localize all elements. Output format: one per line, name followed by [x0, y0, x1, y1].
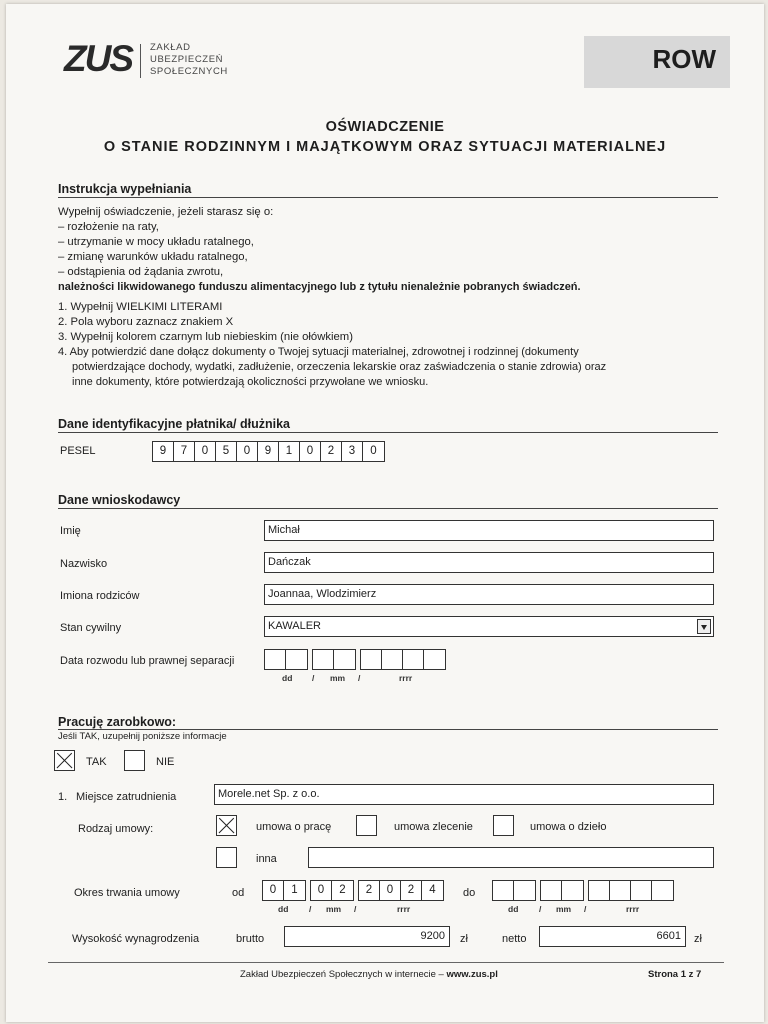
date-mm-caption: mm [556, 904, 572, 914]
divider [58, 432, 718, 433]
salary-label: Wysokość wynagrodzenia [72, 933, 200, 945]
pesel-digit: 0 [195, 442, 216, 461]
form-subtitle: O STANIE RODZINNYM I MAJĄTKOWYM ORAZ SYTUACJI MATERIALNEJ [103, 139, 667, 155]
contract-work-label: umowa o dzieło [530, 821, 607, 833]
instruction-bullet: – odstąpienia od żądania zwrotu, [58, 266, 224, 278]
contract-other-field[interactable] [308, 847, 714, 868]
employment-heading: Pracuję zarobkowo: [58, 715, 177, 729]
instruction-bullet: – utrzymanie w mocy układu ratalnego, [58, 236, 254, 248]
net-currency: zł [694, 933, 702, 945]
pesel-digit: 9 [258, 442, 279, 461]
date-separator: / [584, 904, 587, 914]
instruction-step: 3. Wypełnij kolorem czarnym lub niebieskim (nie ołówkiem) [58, 331, 353, 343]
employment-note: Jeśli TAK, uzupełnij poniższe informacje [58, 731, 227, 742]
instruction-step: 4. Aby potwierdzić dane dołącz dokumenty o Twojej sytuacji materialnej, zdrowotnej i rodzinnej (dokumenty [58, 346, 579, 358]
first-name-label: Imię [60, 525, 81, 537]
date-digit: 2 [359, 881, 380, 900]
employed-yes-checkbox[interactable] [54, 750, 75, 771]
employed-no-label: NIE [156, 756, 175, 768]
employed-no-checkbox[interactable] [124, 750, 145, 771]
date-separator: / [312, 673, 315, 683]
divider [58, 729, 718, 730]
date-digit: 2 [339, 884, 346, 896]
pesel-digit: 0 [237, 442, 258, 461]
date-digit: 2 [401, 881, 422, 900]
instructions-bold-line: należności likwidowanego funduszu alimentacyjnego lub z tytułu nienależnie pobranych świadczeń. [58, 281, 581, 293]
contract-mandate-checkbox[interactable] [356, 815, 377, 836]
chevron-down-icon[interactable] [697, 619, 711, 634]
pesel-digit: 0 [370, 445, 377, 457]
contract-work-checkbox[interactable] [493, 815, 514, 836]
contract-employment-label: umowa o pracę [256, 821, 332, 833]
date-yyyy-caption: rrrr [626, 904, 640, 914]
footer-text [240, 969, 498, 980]
pesel-digit: 0 [300, 442, 321, 461]
pesel-input[interactable] [152, 441, 385, 462]
form-code: ROW [652, 44, 716, 74]
divider [58, 197, 718, 198]
date-separator: / [358, 673, 361, 683]
pesel-digit: 5 [216, 442, 237, 461]
instruction-step-cont: potwierdzające dochody, wydatki, zadłużenie, orzeczenia lekarskie oraz zaświadczenia o stanie zdrowia) oraz [72, 361, 607, 373]
workplace-label: Miejsce zatrudnienia [76, 791, 177, 803]
date-digit: 1 [291, 884, 298, 896]
pesel-digit: 3 [342, 442, 363, 461]
org-name-line-3: SPOŁECZNYCH [150, 66, 228, 77]
footer-link[interactable]: www.zus.pl [446, 969, 498, 980]
instructions-heading: Instrukcja wypełniania [58, 182, 192, 196]
contract-other-checkbox[interactable] [216, 847, 237, 868]
contract-mandate-label: umowa zlecenie [394, 821, 473, 833]
last-name-field[interactable]: Dańczak [264, 552, 714, 573]
contract-type-label: Rodzaj umowy: [78, 823, 154, 835]
contract-other-label: inna [256, 853, 277, 865]
last-name-label: Nazwisko [60, 558, 108, 570]
applicant-heading: Dane wnioskodawcy [58, 493, 181, 507]
to-label: do [463, 887, 476, 899]
instruction-step: 2. Pola wyboru zaznacz znakiem X [58, 316, 234, 328]
marital-status-value: KAWALER [268, 620, 321, 632]
net-salary-field[interactable]: 6601 [539, 926, 686, 947]
divider [58, 508, 718, 509]
date-dd-caption: dd [508, 904, 519, 914]
page-number: Strona 1 z 7 [648, 969, 702, 980]
logo-divider [140, 44, 141, 78]
first-name-field[interactable]: Michał [264, 520, 714, 541]
org-name-line-1: ZAKŁAD [150, 42, 191, 53]
pesel-digit: 9 [153, 442, 174, 461]
pesel-digit: 7 [174, 442, 195, 461]
form-page [6, 4, 764, 1022]
parents-names-field[interactable]: Joannaa, Wlodzimierz [264, 584, 714, 605]
gross-salary-field[interactable]: 9200 [284, 926, 450, 947]
date-digit: 0 [380, 881, 401, 900]
marital-status-label: Stan cywilny [60, 622, 122, 634]
contract-period-label: Okres trwania umowy [74, 887, 180, 899]
zus-logo: ZUS [64, 38, 132, 79]
pesel-label: PESEL [60, 445, 96, 457]
contract-employment-checkbox[interactable] [216, 815, 237, 836]
date-dd-caption: dd [278, 904, 289, 914]
date-yyyy-caption: rrrr [397, 904, 411, 914]
date-mm-caption: mm [330, 673, 346, 683]
date-digit: 4 [429, 884, 436, 896]
workplace-field[interactable]: Morele.net Sp. z o.o. [214, 784, 714, 805]
instruction-step-cont: inne dokumenty, które potwierdzają okoliczności przywołane we wniosku. [72, 376, 429, 388]
instructions-intro: Wypełnij oświadczenie, jeżeli starasz się o: [58, 206, 274, 218]
org-name-line-2: UBEZPIECZEŃ [150, 54, 224, 65]
gross-label: brutto [236, 933, 265, 945]
pesel-digit: 1 [279, 442, 300, 461]
date-digit: 0 [311, 881, 332, 900]
footer-divider [48, 962, 724, 963]
divorce-date-input[interactable] [264, 649, 446, 670]
date-separator: / [354, 904, 357, 914]
date-separator: / [309, 904, 312, 914]
instruction-bullet: – zmianę warunków układu ratalnego, [58, 251, 248, 263]
item-number: 1. [58, 791, 68, 803]
pesel-digit: 2 [321, 442, 342, 461]
parents-names-label: Imiona rodziców [60, 590, 140, 602]
date-dd-caption: dd [282, 673, 293, 683]
date-mm-caption: mm [326, 904, 342, 914]
form-title: OŚWIADCZENIE [325, 119, 445, 135]
net-label: netto [502, 933, 527, 945]
gross-currency: zł [460, 933, 468, 945]
divorce-date-label: Data rozwodu lub prawnej separacji [60, 655, 235, 667]
contract-from-date[interactable] [262, 880, 444, 901]
date-separator: / [539, 904, 542, 914]
date-yyyy-caption: rrrr [399, 673, 413, 683]
date-digit: 0 [263, 881, 284, 900]
payer-heading: Dane identyfikacyjne płatnika/ dłużnika [58, 417, 291, 431]
from-label: od [232, 887, 245, 899]
contract-to-date[interactable] [492, 880, 674, 901]
instruction-bullet: – rozłożenie na raty, [58, 221, 159, 233]
footer-caption: Zakład Ubezpieczeń Społecznych w internecie – [240, 969, 447, 980]
marital-status-select[interactable] [264, 616, 714, 637]
employed-yes-label: TAK [86, 756, 107, 768]
instruction-step: 1. Wypełnij WIELKIMI LITERAMI [58, 301, 223, 313]
